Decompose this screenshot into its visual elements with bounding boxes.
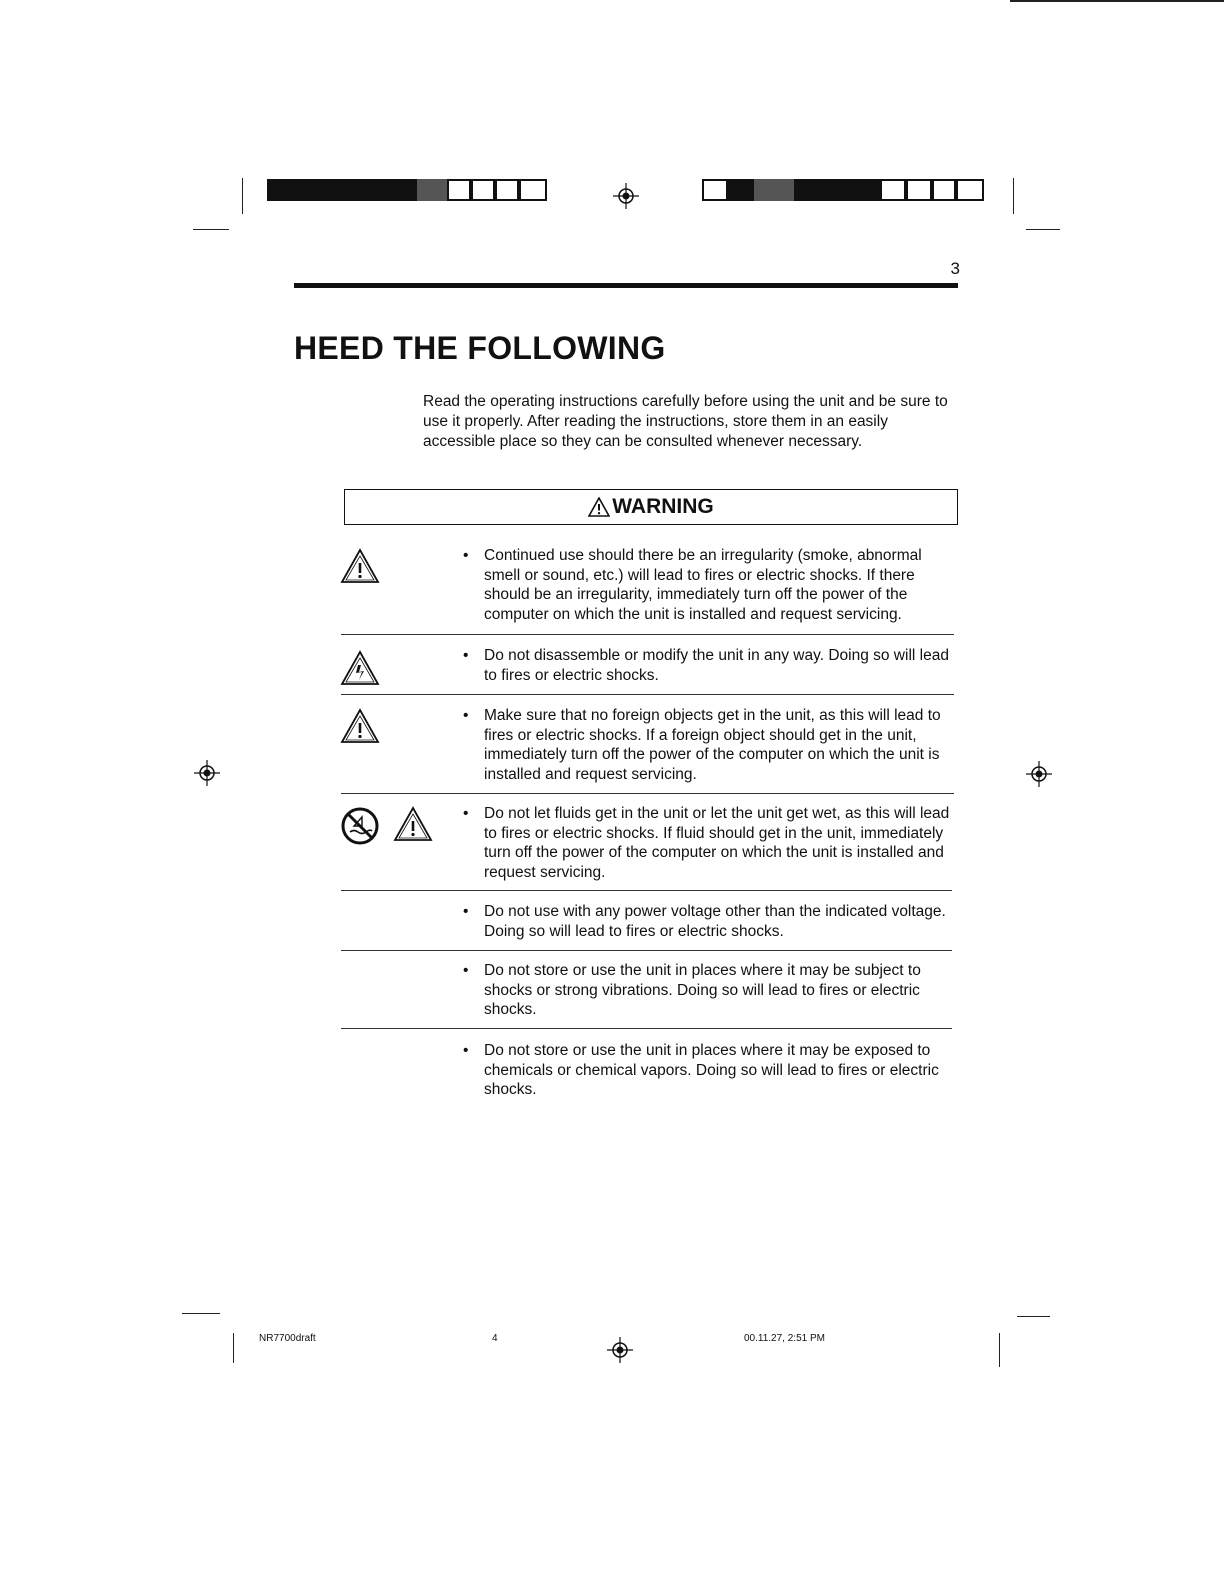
crop-mark — [1026, 229, 1060, 230]
warning-item-text: Do not store or use the unit in places where it may be exposed to chemicals or chemical vapors. Doing so will lead to fires or electric shocks. — [484, 1042, 939, 1099]
item-separator — [341, 634, 954, 635]
warning-item-text: Do not use with any power voltage other than the indicated voltage. Doing so will lead to fires or electric shocks. — [484, 903, 946, 940]
bullet: • — [463, 805, 469, 822]
bullet: • — [463, 1042, 469, 1059]
item-separator — [341, 793, 954, 794]
crop-mark — [233, 1333, 234, 1363]
warning-header — [344, 489, 958, 525]
bullet: • — [463, 547, 469, 564]
registration-bar-left — [267, 179, 549, 201]
warning-item — [463, 961, 958, 1020]
warning-item-text: Do not disassemble or modify the unit in any way. Doing so will lead to fires or electric shocks. — [484, 647, 949, 684]
footer-page: 4 — [492, 1333, 498, 1344]
caution-triangle-icon — [393, 806, 433, 842]
warning-item — [463, 804, 958, 883]
warning-item-text: Do not let fluids get in the unit or let the unit get wet, as this will lead to fires or electric shocks. If fluid should get in the unit, immediately turn off the power of the computer on which the unit is installed and request servicing. — [484, 805, 950, 882]
warning-item — [463, 706, 958, 785]
item-separator — [341, 890, 952, 891]
warning-item — [463, 902, 958, 941]
bullet: • — [463, 903, 469, 920]
warning-item — [463, 1041, 958, 1100]
page-title: HEED THE FOLLOWING — [294, 330, 666, 366]
warning-item — [463, 646, 958, 685]
no-water-icon — [340, 806, 380, 846]
crop-mark — [242, 178, 243, 214]
bullet: • — [463, 647, 469, 664]
warning-item-text: Continued use should there be an irregularity (smoke, abnormal smell or sound, etc.) will lead to fires or electric shocks. If there should be an irregularity, immediately turn off the power of the computer on which the unit is installed and request servicing. — [484, 547, 922, 624]
item-separator — [341, 950, 952, 951]
registration-bar-right — [702, 179, 984, 201]
page-number: 3 — [950, 259, 960, 278]
caution-triangle-icon — [340, 708, 380, 744]
registration-crosshair-icon — [605, 1335, 635, 1365]
crop-mark — [193, 229, 229, 230]
electric-shock-triangle-icon — [340, 650, 380, 686]
item-separator — [341, 694, 954, 695]
registration-crosshair-icon — [192, 758, 222, 788]
warning-triangle-icon — [588, 497, 610, 517]
footer-filename: NR7700draft — [259, 1333, 316, 1344]
warning-item-text: Do not store or use the unit in places where it may be subject to shocks or strong vibrations. Doing so will lead to fires or electric shocks. — [484, 962, 921, 1019]
crop-mark — [1017, 1316, 1050, 1317]
bullet: • — [463, 707, 469, 724]
warning-item — [463, 546, 958, 625]
crop-mark — [1010, 0, 1224, 2]
crop-mark — [182, 1313, 220, 1314]
header-rule — [294, 283, 958, 288]
registration-crosshair-icon — [1024, 759, 1054, 789]
item-separator — [341, 1028, 952, 1029]
caution-triangle-icon — [340, 548, 380, 584]
crop-mark — [1013, 178, 1014, 214]
warning-label: WARNING — [612, 495, 714, 518]
intro-paragraph: Read the operating instructions carefully before using the unit and be sure to use it properly. After reading the instructions, store them in an easily accessible place so they can be consulted whenever necessary. — [423, 393, 948, 450]
warning-item-text: Make sure that no foreign objects get in the unit, as this will lead to fires or electric shocks. If a foreign object should get in the unit, immediately turn off the power of the computer on which the unit is installed and request servicing. — [484, 707, 941, 784]
footer-timestamp: 00.11.27, 2:51 PM — [744, 1333, 825, 1344]
registration-crosshair-icon — [611, 181, 641, 211]
bullet: • — [463, 962, 469, 979]
crop-mark — [999, 1333, 1000, 1367]
